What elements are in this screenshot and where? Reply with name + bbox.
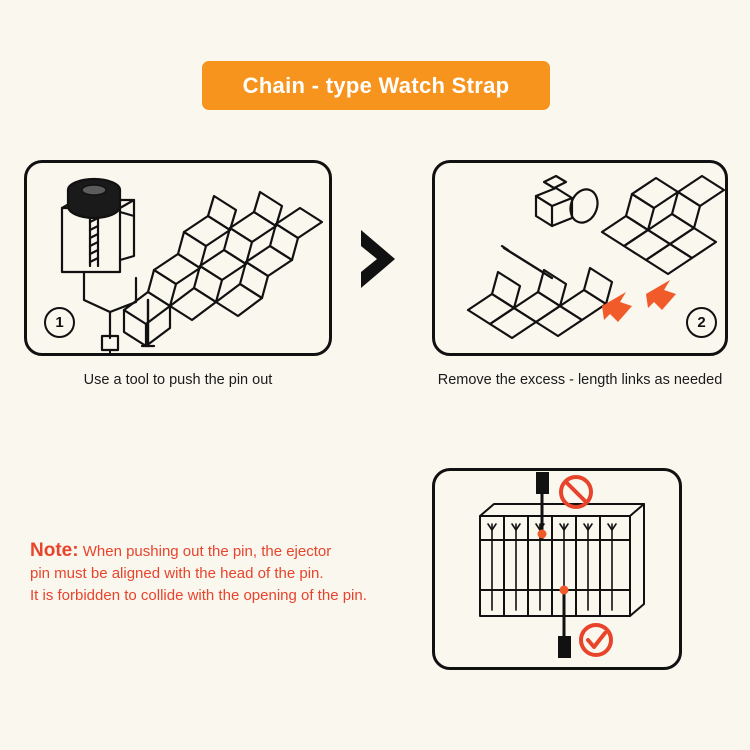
- step-2-badge: 2: [686, 307, 717, 338]
- note-line-3: It is forbidden to collide with the opening of the pin.: [30, 587, 367, 604]
- step-2-caption: Remove the excess - length links as needed: [437, 372, 723, 388]
- note-label: Note:: [30, 540, 79, 561]
- note-line-2: pin must be aligned with the head of the pin.: [30, 565, 324, 582]
- note-block: [30, 540, 420, 607]
- note-line-1: When pushing out the pin, the ejector: [82, 543, 332, 560]
- page-title-banner: [202, 61, 550, 110]
- step-1-badge: 1: [44, 307, 75, 338]
- page-title: Chain - type Watch Strap: [242, 72, 510, 98]
- step-1-caption: Use a tool to push the pin out: [83, 372, 273, 388]
- detail-panel: [432, 468, 682, 670]
- step-2-panel: [432, 160, 728, 356]
- right-chevron-arrow-icon: [355, 228, 413, 290]
